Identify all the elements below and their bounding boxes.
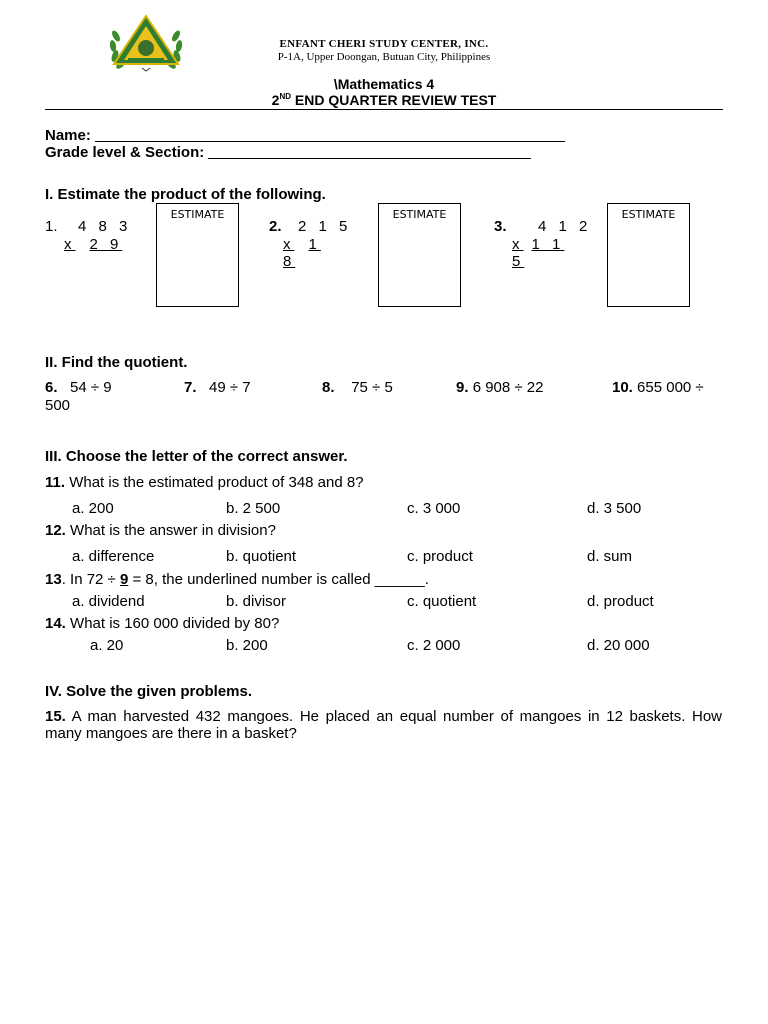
- q11-option-a[interactable]: a. 200: [72, 500, 114, 517]
- quotient-item-6: 6. 54 ÷ 9: [45, 379, 112, 396]
- item-3-number: 3.: [494, 218, 507, 235]
- q13-option-d[interactable]: d. product: [587, 593, 654, 610]
- item-2-number: 2.: [269, 218, 282, 235]
- subject-title: \Mathematics 4: [333, 76, 435, 92]
- estimate-box-1[interactable]: [156, 203, 239, 307]
- name-label: Name:: [45, 127, 91, 144]
- title-superscript: ND: [279, 92, 291, 101]
- quotient-item-10-wrap: 500: [45, 397, 71, 414]
- name-field[interactable]: [45, 127, 565, 144]
- question-12: 12. What is the answer in division?: [45, 522, 276, 539]
- q13-option-a[interactable]: a. dividend: [72, 593, 145, 610]
- title-number: 2: [271, 92, 280, 108]
- quotient-item-10: 10. 655 000 ÷: [612, 379, 704, 396]
- part3-heading: III. Choose the letter of the correct answer.: [45, 448, 348, 465]
- item-3-bottom: x 1 1 5: [512, 236, 565, 270]
- q12-option-a[interactable]: a. difference: [72, 548, 155, 565]
- quotient-item-8: 8. 75 ÷ 5: [322, 379, 393, 396]
- estimate-label: ESTIMATE: [392, 208, 447, 221]
- school-address: P-1A, Upper Doongan, Butuan City, Philippines: [277, 51, 491, 63]
- question-14: 14. What is 160 000 divided by 80?: [45, 615, 280, 632]
- q14-option-c[interactable]: c. 2 000: [407, 637, 461, 654]
- part1-heading: I. Estimate the product of the following.: [45, 186, 326, 203]
- estimate-label: ESTIMATE: [170, 208, 225, 221]
- question-13: 13. In 72 ÷ 9 = 8, the underlined number is called ______.: [45, 571, 429, 588]
- item-1-bottom: x 2 9: [64, 236, 123, 253]
- q13-option-c[interactable]: c. quotient: [407, 593, 477, 610]
- question-15: 15. A man harvested 432 mangoes. He placed an equal number of mangoes in 12 baskets. How many mangoes are there in a basket?: [45, 708, 723, 742]
- estimate-box-3[interactable]: [607, 203, 690, 307]
- q12-option-c[interactable]: c. product: [407, 548, 473, 565]
- quotient-item-9: 9. 6 908 ÷ 22: [456, 379, 544, 396]
- grade-label: Grade level & Section:: [45, 144, 205, 161]
- grade-blank[interactable]: [208, 144, 531, 159]
- part2-heading: II. Find the quotient.: [45, 354, 188, 371]
- grade-field[interactable]: [45, 144, 531, 161]
- q12-option-b[interactable]: b. quotient: [226, 548, 297, 565]
- q13-option-b[interactable]: b. divisor: [226, 593, 287, 610]
- q14-option-b[interactable]: b. 200: [226, 637, 268, 654]
- quotient-item-7: 7. 49 ÷ 7: [184, 379, 251, 396]
- question-11: 11. What is the estimated product of 348 and 8?: [45, 474, 364, 491]
- estimate-label: ESTIMATE: [621, 208, 676, 221]
- q11-option-b[interactable]: b. 2 500: [226, 500, 281, 517]
- test-title: [0, 92, 768, 108]
- item-2-bottom: x 1 8: [283, 236, 321, 270]
- item-3-top: 4 1 2: [538, 218, 592, 235]
- q11-option-c[interactable]: c. 3 000: [407, 500, 461, 517]
- q12-option-d[interactable]: d. sum: [587, 548, 633, 565]
- school-name: ENFANT CHERI STUDY CENTER, INC.: [279, 38, 489, 50]
- header-rule: [45, 109, 723, 110]
- q11-option-d[interactable]: d. 3 500: [587, 500, 642, 517]
- name-blank[interactable]: [95, 127, 565, 142]
- item-1-top: 4 8 3: [78, 218, 132, 235]
- part4-heading: IV. Solve the given problems.: [45, 683, 253, 700]
- item-2-top: 2 1 5: [298, 218, 352, 235]
- estimate-box-2[interactable]: [378, 203, 461, 307]
- q14-option-a[interactable]: a. 20: [90, 637, 124, 654]
- q14-option-d[interactable]: d. 20 000: [587, 637, 650, 654]
- item-1-number: 1.: [45, 218, 58, 235]
- title-rest: END QUARTER REVIEW TEST: [291, 92, 497, 108]
